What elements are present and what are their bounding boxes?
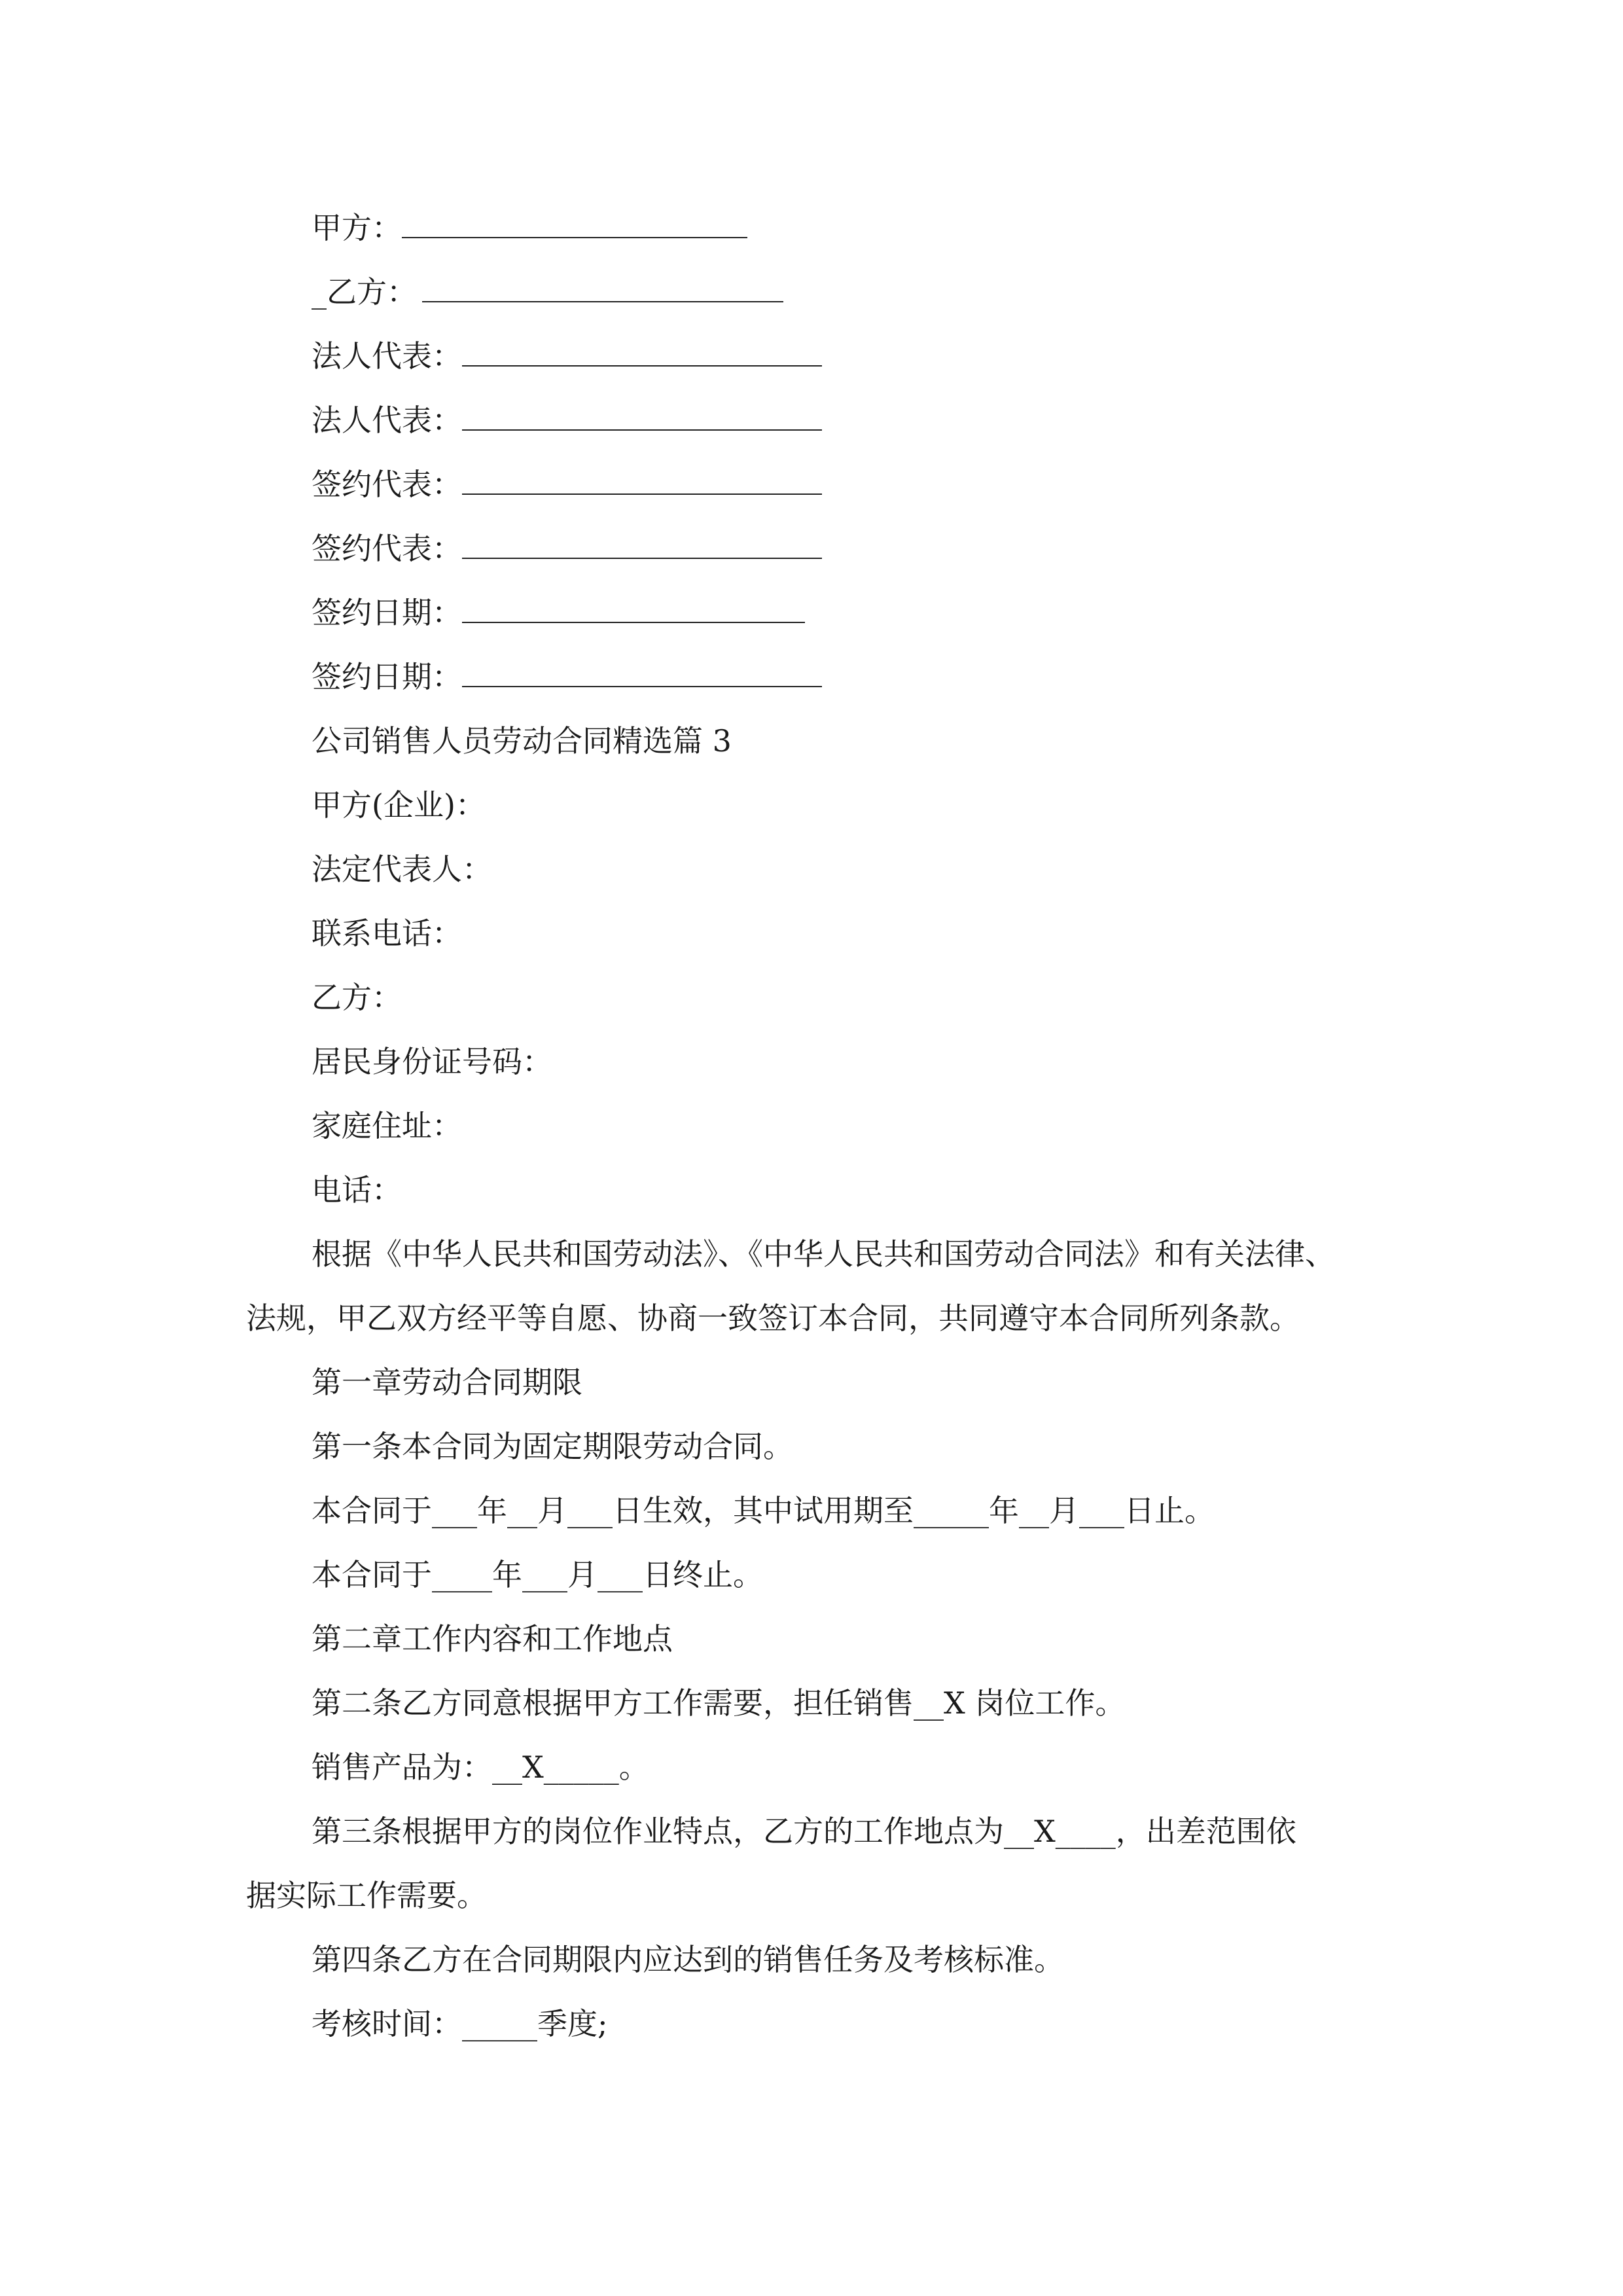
article-3-line-2: 据实际工作需要。 (246, 1878, 487, 1913)
article-2: 第二条乙方同意根据甲方工作需要，担任销售__X 岗位工作。 (312, 1685, 1126, 1721)
phone-a-line: 联系电话： (312, 916, 462, 951)
sig-signing-rep-2-blank (462, 529, 822, 559)
party-a-line: 甲方(企业)： (312, 787, 486, 823)
sig-party-a: 甲方： (312, 208, 747, 247)
chapter-2-heading: 第二章工作内容和工作地点 (312, 1621, 673, 1657)
article-3-line-1: 第三条根据甲方的岗位作业特点，乙方的工作地点为__X____，出差范围依 (312, 1814, 1296, 1849)
address-line: 家庭住址： (312, 1108, 462, 1143)
party-b-line: 乙方： (312, 980, 402, 1015)
sig-party-b-blank (422, 272, 783, 302)
sig-party-a-blank (402, 208, 747, 238)
sig-legal-rep-1: 法人代表： (312, 336, 822, 376)
chapter-1-heading: 第一章劳动合同期限 (312, 1365, 582, 1400)
product-line: 销售产品为：__X_____。 (312, 1749, 649, 1785)
sig-signing-rep-1-blank (462, 465, 822, 495)
term-start-line: 本合同于___年__月___日生效，其中试用期至_____年__月___日止。 (312, 1493, 1215, 1528)
sig-signing-rep-1: 签约代表： (312, 465, 822, 504)
phone-b-line: 电话： (312, 1172, 402, 1208)
preamble-line-2: 法规，甲乙双方经平等自愿、协商一致签订本合同，共同遵守本合同所列条款。 (246, 1300, 1300, 1336)
sig-date-1-blank (462, 593, 805, 623)
article-1: 第一条本合同为固定期限劳动合同。 (312, 1429, 793, 1464)
sig-legal-rep-2-blank (462, 401, 822, 431)
sig-party-b: _乙方： (312, 272, 783, 312)
id-number-line: 居民身份证号码： (312, 1044, 552, 1079)
sig-signing-rep-2: 签约代表： (312, 529, 822, 568)
assessment-line: 考核时间：_____季度; (312, 2006, 608, 2041)
term-end-line: 本合同于____年___月___日终止。 (312, 1557, 763, 1592)
sig-date-2: 签约日期： (312, 657, 822, 696)
contract-title: 公司销售人员劳动合同精选篇 3 (312, 723, 732, 759)
sig-legal-rep-2: 法人代表： (312, 401, 822, 440)
legal-rep-line: 法定代表人： (312, 852, 492, 887)
sig-date-1: 签约日期： (312, 593, 805, 632)
article-4: 第四条乙方在合同期限内应达到的销售任务及考核标准。 (312, 1942, 1064, 1977)
preamble-line-1: 根据《中华人民共和国劳动法》、《中华人民共和国劳动合同法》和有关法律、 (312, 1236, 1335, 1272)
sig-date-2-blank (462, 657, 822, 687)
sig-legal-rep-1-blank (462, 336, 822, 367)
